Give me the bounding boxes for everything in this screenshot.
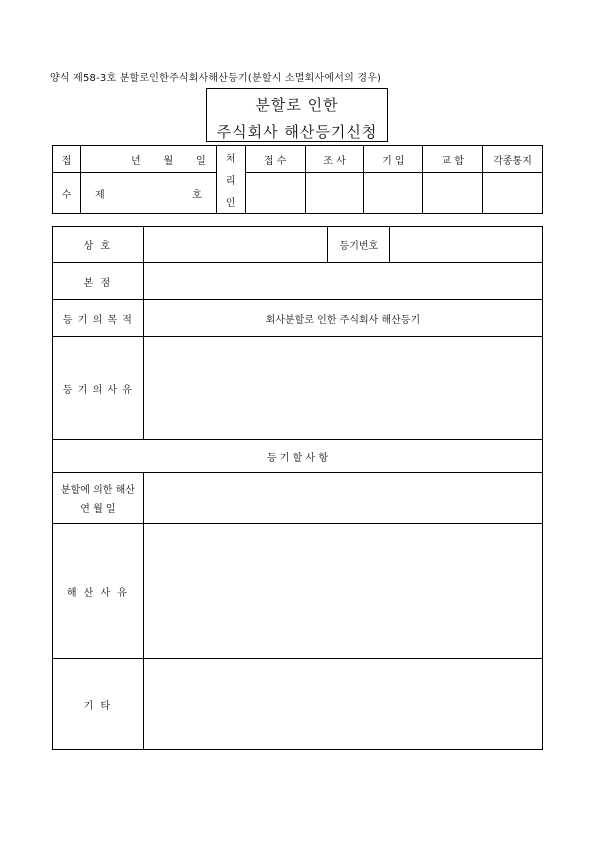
head-office-field[interactable]	[143, 263, 542, 300]
reason-field[interactable]	[143, 337, 542, 440]
head-office-label: 본 점	[53, 263, 144, 300]
reception-date-cell[interactable]	[80, 146, 216, 173]
dissolution-date-field[interactable]	[143, 473, 542, 524]
processor-char-1: 처	[225, 153, 236, 165]
stamp-entry[interactable]	[364, 173, 423, 214]
dissolution-date-label-line-2: 연 월 일	[80, 504, 116, 515]
registration-number-label: 등기번호	[328, 227, 390, 263]
reason-label: 등 기 의 사 유	[53, 337, 144, 440]
year-unit: 년	[130, 155, 141, 167]
other-label: 기 타	[53, 659, 144, 750]
dissolution-date-label	[53, 473, 144, 524]
processor-char-3: 인	[225, 198, 236, 210]
title-line-2: 주식회사 해산등기신청	[216, 123, 378, 141]
dissolution-date-label-line-1: 분할에 의한 해산	[60, 485, 135, 496]
purpose-label: 등 기 의 목 적	[53, 300, 144, 337]
processor-char-2: 리	[225, 175, 236, 187]
number-suffix: 호	[192, 189, 202, 201]
title-line-1: 분할로 인한	[255, 96, 339, 114]
month-unit: 월	[163, 155, 174, 167]
registration-number-field[interactable]	[390, 227, 543, 263]
dissolution-reason-label: 해 산 사 유	[53, 524, 144, 659]
dissolution-reason-field[interactable]	[143, 524, 542, 659]
stamp-review[interactable]	[305, 173, 364, 214]
section-header: 등 기 할 사 항	[53, 440, 543, 473]
stamp-receipt[interactable]	[245, 173, 305, 214]
stage-header-entry: 기 입	[364, 146, 423, 173]
processor-label-cell	[216, 146, 245, 214]
form-caption: 양식 제58-3호 분할로인한주식회사해산등기(분할시 소멸회사에서의 경우)	[50, 73, 382, 84]
stage-header-check: 교 합	[423, 146, 483, 173]
reception-label-top: 접	[53, 146, 81, 173]
reception-number-cell[interactable]	[80, 173, 216, 214]
stage-header-review: 조 사	[305, 146, 364, 173]
receipt-table	[52, 145, 543, 214]
purpose-value: 회사분할로 인한 주식회사 해산등기	[143, 300, 542, 337]
reception-label-bottom: 수	[53, 173, 81, 214]
company-name-label: 상 호	[53, 227, 144, 263]
stamp-check[interactable]	[423, 173, 483, 214]
other-field[interactable]	[143, 659, 542, 750]
company-name-field[interactable]	[143, 227, 328, 263]
application-table	[52, 226, 543, 750]
number-prefix: 제	[94, 189, 105, 201]
day-unit: 일	[196, 155, 206, 167]
stage-header-receipt: 접 수	[245, 146, 305, 173]
title-box	[206, 88, 388, 142]
stamp-notice[interactable]	[483, 173, 543, 214]
stage-header-notice: 각종통지	[483, 146, 543, 173]
